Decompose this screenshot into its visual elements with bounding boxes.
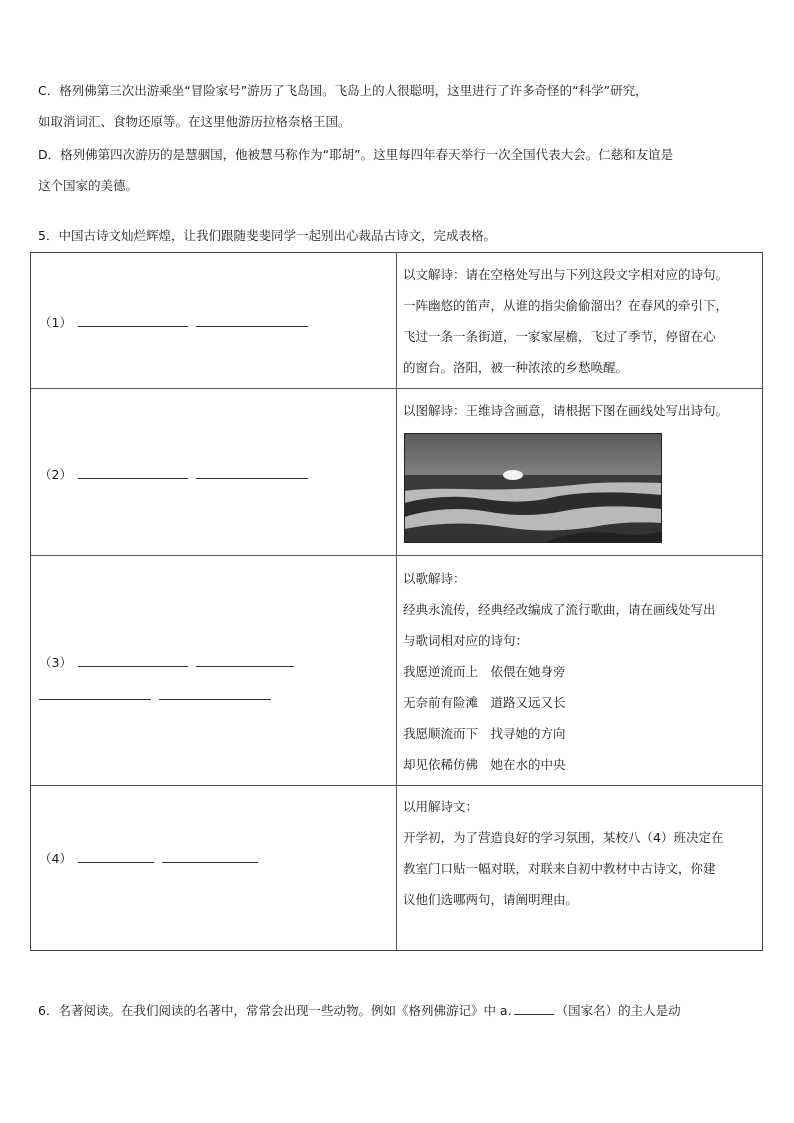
prompt-line: 议他们选哪两句，请阐明理由。 — [403, 892, 579, 907]
table-row-1 — [31, 253, 762, 389]
answer-cell-2 — [39, 464, 308, 483]
option-c-line-1: C．格列佛第三次出游乘坐“冒险家号”游历了飞岛国。飞岛上的人很聪明，这里进行了许多奇怪的“科学”研究， — [38, 83, 648, 98]
table-row-4 — [31, 786, 762, 952]
answer-blank-1a[interactable] — [78, 312, 188, 327]
prompt-line: 教室门口贴一幅对联，对联来自初中教材中古诗文，你建 — [403, 861, 716, 876]
option-d-line-1: D．格列佛第四次游历的是慧骃国，他被慧马称作为“耶胡”。这里每四年春天举行一次全国代表大会。仁慈和友谊是 — [38, 147, 674, 162]
answer-cell-1 — [39, 312, 308, 331]
prompt-line: 与歌词相对应的诗句： — [403, 633, 529, 648]
answer-blank-3b[interactable] — [196, 652, 294, 667]
option-d-line-2: 这个国家的美德。 — [38, 178, 139, 193]
lyric-line: 我愿逆流而上 依偎在她身旁 — [403, 664, 566, 679]
river-sunset-image — [404, 433, 662, 543]
prompt-line: 开学初，为了营造良好的学习氛围，某校八（4）班决定在 — [403, 830, 724, 845]
answer-blank-4b[interactable] — [162, 848, 258, 863]
row-number: （2） — [39, 467, 72, 482]
prompt-line: 飞过一条一条街道，一家家屋檐，飞过了季节，停留在心 — [403, 329, 716, 344]
question-6-prefix: 6．名著阅读。在我们阅读的名著中，常常会出现一些动物。例如《格列佛游记》中 a. — [38, 1003, 512, 1018]
answer-cell-3 — [39, 652, 294, 703]
question-5-stem: 5．中国古诗文灿烂辉煌，让我们跟随斐斐同学一起别出心裁品古诗文，完成表格。 — [38, 228, 496, 243]
answer-blank-3c[interactable] — [39, 685, 151, 700]
prompt-line: 以用解诗文： — [403, 799, 479, 814]
row-number: （4） — [39, 851, 72, 866]
answer-blank-1b[interactable] — [196, 312, 308, 327]
prompt-line: 经典永流传，经典经改编成了流行歌曲，请在画线处写出 — [403, 602, 716, 617]
prompt-line: 一阵幽悠的笛声，从谁的指尖偷偷溜出？在春风的牵引下， — [403, 298, 729, 313]
prompt-cell-1 — [403, 259, 756, 383]
table-row-3 — [31, 556, 762, 786]
prompt-line: 以歌解诗： — [403, 571, 466, 586]
lyric-line: 无奈前有险滩 道路又远又长 — [403, 695, 566, 710]
country-name-blank[interactable] — [514, 1000, 554, 1015]
row-number: （3） — [39, 655, 72, 670]
prompt-line: 以图解诗：王维诗含画意，请根据下图在画线处写出诗句。 — [403, 403, 729, 418]
table-row-2 — [31, 389, 762, 556]
prompt-line: 以文解诗：请在空格处写出与下列这段文字相对应的诗句。 — [403, 267, 729, 282]
lyric-line: 我愿顺流而下 找寻她的方向 — [403, 726, 566, 741]
question-6 — [38, 995, 760, 1026]
answer-blank-2a[interactable] — [78, 464, 188, 479]
answer-blank-3a[interactable] — [78, 652, 188, 667]
poetry-table — [30, 252, 763, 951]
lyric-line: 却见依稀仿佛 她在水的中央 — [403, 757, 566, 772]
answer-blank-4a[interactable] — [78, 848, 154, 863]
prompt-cell-4 — [403, 791, 756, 915]
answer-blank-2b[interactable] — [196, 464, 308, 479]
option-c — [38, 75, 760, 137]
question-6-suffix: （国家名）的主人是动 — [555, 1003, 681, 1018]
row-number: （1） — [39, 315, 72, 330]
answer-cell-4 — [39, 848, 258, 867]
prompt-line: 的窗台。洛阳，被一种浓浓的乡愁唤醒。 — [403, 360, 629, 375]
option-d — [38, 139, 760, 201]
prompt-cell-3 — [403, 563, 756, 780]
option-c-line-2: 如取消词汇、食物还原等。在这里他游历拉格奈格王国。 — [38, 114, 351, 129]
prompt-cell-2 — [403, 395, 756, 426]
answer-blank-3d[interactable] — [159, 685, 271, 700]
